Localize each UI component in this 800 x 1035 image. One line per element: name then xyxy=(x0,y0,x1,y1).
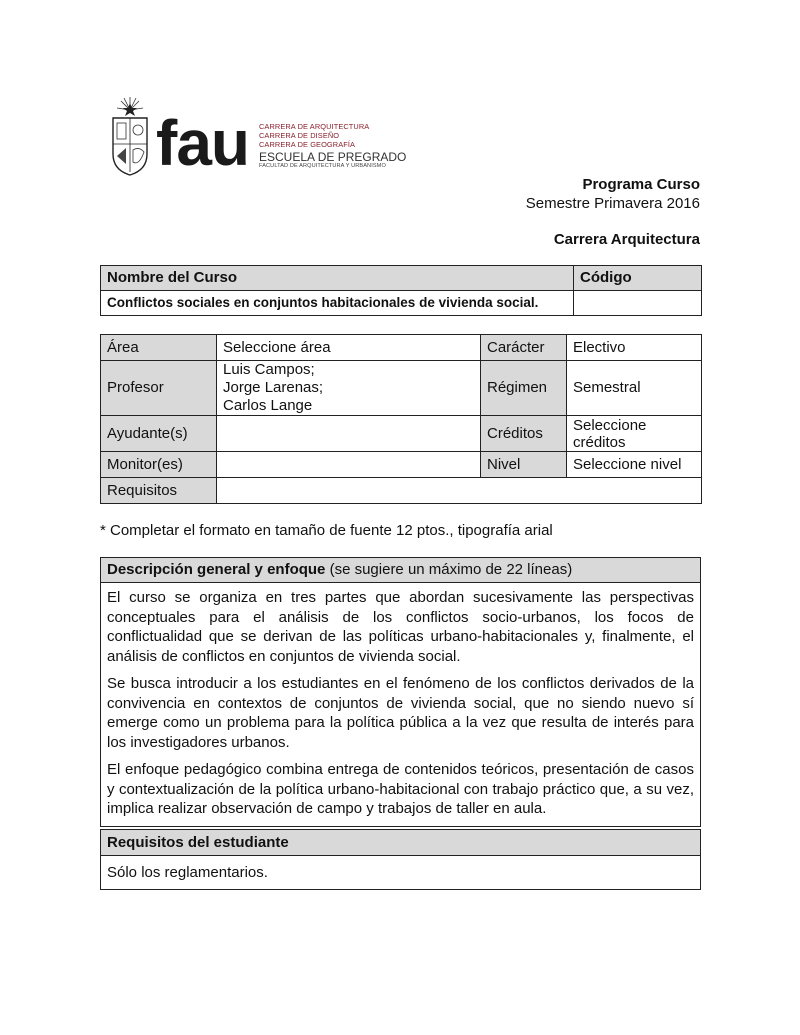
ayudante-field[interactable] xyxy=(217,416,481,452)
profesor-field[interactable] xyxy=(217,361,481,416)
document-header xyxy=(526,175,700,249)
course-name-table xyxy=(100,265,702,316)
regimen-label: Régimen xyxy=(481,361,567,416)
logo-faculty: FACULTAD DE ARQUITECTURA Y URBANISMO xyxy=(259,163,386,169)
course-info-table xyxy=(100,334,702,504)
document-title: Programa Curso xyxy=(582,176,700,193)
career-label: Carrera Arquitectura xyxy=(553,231,700,248)
nivel-label: Nivel xyxy=(481,452,567,478)
nivel-select[interactable]: Seleccione nivel xyxy=(567,452,702,478)
university-emblem-icon xyxy=(113,97,147,175)
description-header xyxy=(101,558,701,583)
caracter-select[interactable]: Electivo xyxy=(567,335,702,361)
regimen-select[interactable]: Semestral xyxy=(567,361,702,416)
semester-label: Semestre Primavera 2016 xyxy=(525,195,700,212)
description-body[interactable] xyxy=(101,583,701,827)
logo-wordmark: fau xyxy=(156,107,249,178)
logo-line-design: CARRERA DE DISEÑO xyxy=(259,131,340,140)
description-paragraph: El curso se organiza en tres partes que abordan sucesivamente las perspectivas conceptuales para el análisis de los conflictos socio-urbanos, los focos de conflictualidad que se derivan de las políticas urbano-habitacionales y, finalmente, el análisis de conflictos en conjuntos de vivienda social. xyxy=(107,589,694,665)
logo-text xyxy=(259,123,406,170)
course-code-header: Código xyxy=(574,266,702,291)
caracter-label: Carácter xyxy=(481,335,567,361)
description-paragraph: Se busca introducir a los estudiantes en el fenómeno de los conflictos derivados de la convivencia en contextos de conjuntos de vivienda social, que no siendo nuevo sí emerge como un problema para la política pública a la vez que resulta de interés para los investigadores urbanos. xyxy=(107,675,694,751)
logo-line-architecture: CARRERA DE ARQUITECTURA xyxy=(259,122,370,131)
student-requirements-field[interactable]: Sólo los reglamentarios. xyxy=(101,856,701,890)
description-title: Descripción general y enfoque xyxy=(107,561,326,578)
monitor-label: Monitor(es) xyxy=(101,452,217,478)
area-select[interactable]: Seleccione área xyxy=(217,335,481,361)
profesor-name: Carlos Lange xyxy=(223,397,313,414)
requisitos-label: Requisitos xyxy=(101,478,217,504)
creditos-select[interactable]: Seleccione créditos xyxy=(567,416,702,452)
course-name-header: Nombre del Curso xyxy=(101,266,574,291)
ayudante-label: Ayudante(s) xyxy=(101,416,217,452)
monitor-field[interactable] xyxy=(217,452,481,478)
format-note: * Completar el formato en tamaño de fuente 12 ptos., tipografía arial xyxy=(100,522,553,539)
profesor-name: Luis Campos; xyxy=(223,361,315,378)
logo-school: ESCUELA DE PREGRADO xyxy=(259,150,407,164)
area-label: Área xyxy=(101,335,217,361)
creditos-label: Créditos xyxy=(481,416,567,452)
logo-line-geography: CARRERA DE GEOGRAFÍA xyxy=(259,140,356,149)
description-hint: (se sugiere un máximo de 22 líneas) xyxy=(325,561,573,578)
student-requirements-table xyxy=(100,829,701,890)
student-requirements-header: Requisitos del estudiante xyxy=(101,830,701,856)
description-paragraph: El enfoque pedagógico combina entrega de contenidos teóricos, presentación de casos y contextualización de la política urbano-habitacional con trabajo práctico que, a su vez, implica realizar observación de campo y trabajos de taller en aula. xyxy=(107,761,694,817)
course-code-field[interactable] xyxy=(574,291,702,316)
profesor-label: Profesor xyxy=(101,361,217,416)
profesor-name: Jorge Larenas; xyxy=(223,379,324,396)
description-table xyxy=(100,557,701,827)
requisitos-field[interactable] xyxy=(217,478,702,504)
course-name-field[interactable]: Conflictos sociales en conjuntos habitacionales de vivienda social. xyxy=(101,291,574,316)
